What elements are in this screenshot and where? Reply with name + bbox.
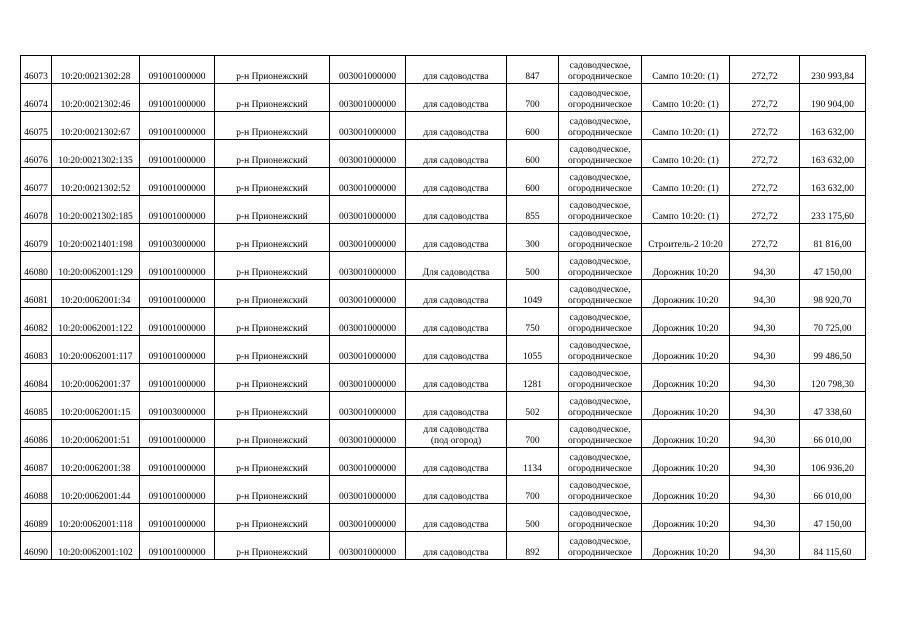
use-category-line: огородническое — [567, 380, 633, 390]
permitted-use-line: для садоводства — [423, 380, 489, 390]
record-number-cell: 46089 — [21, 504, 52, 532]
district-cell: р-н Прионежский — [215, 476, 330, 504]
use-category-line: огородническое — [567, 296, 633, 306]
use-category-line: огородническое — [567, 464, 633, 474]
permitted-use-line: для садоводства — [423, 240, 489, 250]
cadastral-zone-cell: Дорожник 10:20 — [642, 504, 730, 532]
specific-value-cell: 94,30 — [730, 532, 800, 560]
table-row — [21, 280, 866, 308]
use-category-line: садоводческое, — [569, 61, 631, 71]
table-row — [21, 364, 866, 392]
district-cell: р-н Прионежский — [215, 364, 330, 392]
cadastral-value-cell: 70 725,00 — [800, 308, 866, 336]
permitted-use-cell — [406, 448, 507, 476]
use-category-line: садоводческое, — [569, 173, 631, 183]
cadastral-value-cell: 66 010,00 — [800, 476, 866, 504]
specific-value-cell: 94,30 — [730, 252, 800, 280]
use-category-line: садоводческое, — [569, 537, 631, 547]
record-number-cell: 46088 — [21, 476, 52, 504]
okato-code-cell: 091001000000 — [140, 504, 215, 532]
use-category-line: садоводческое, — [569, 117, 631, 127]
table-row — [21, 84, 866, 112]
use-category-cell — [559, 224, 642, 252]
permitted-use-line: для садоводства — [423, 100, 489, 110]
use-category-cell — [559, 420, 642, 448]
permitted-use-line: (под огород) — [430, 436, 482, 446]
permitted-use-line: Для садоводства — [422, 268, 490, 278]
cadastral-zone-cell: Дорожник 10:20 — [642, 392, 730, 420]
cadastral-value-cell: 47 150,00 — [800, 504, 866, 532]
cadastral-zone-cell: Сампо 10:20: (1) — [642, 196, 730, 224]
permitted-use-cell — [406, 56, 507, 84]
use-category-cell — [559, 196, 642, 224]
table-row — [21, 532, 866, 560]
cadastral-value-cell: 98 920,70 — [800, 280, 866, 308]
table-row — [21, 392, 866, 420]
cadastral-value-cell: 120 798,30 — [800, 364, 866, 392]
cadastral-number-cell: 10:20:0062001:15 — [52, 392, 140, 420]
okato-code-cell: 091001000000 — [140, 56, 215, 84]
use-category-line: садоводческое, — [569, 481, 631, 491]
record-number-cell: 46085 — [21, 392, 52, 420]
area-cell: 300 — [507, 224, 559, 252]
area-cell: 1049 — [507, 280, 559, 308]
cadastral-value-cell: 66 010,00 — [800, 420, 866, 448]
area-cell: 500 — [507, 252, 559, 280]
table-body — [21, 56, 866, 560]
okato-code-cell: 091001000000 — [140, 252, 215, 280]
record-number-cell: 46084 — [21, 364, 52, 392]
use-category-cell — [559, 56, 642, 84]
area-cell: 502 — [507, 392, 559, 420]
okato-code-cell: 091001000000 — [140, 308, 215, 336]
use-category-line: огородническое — [567, 72, 633, 82]
okato-code-cell: 091001000000 — [140, 84, 215, 112]
classifier-code-cell: 003001000000 — [330, 56, 406, 84]
specific-value-cell: 272,72 — [730, 84, 800, 112]
district-cell: р-н Прионежский — [215, 448, 330, 476]
district-cell: р-н Прионежский — [215, 252, 330, 280]
land-plots-table — [20, 55, 866, 560]
cadastral-value-cell: 190 904,00 — [800, 84, 866, 112]
area-cell: 847 — [507, 56, 559, 84]
use-category-line: огородническое — [567, 492, 633, 502]
use-category-line: огородническое — [567, 408, 633, 418]
use-category-cell — [559, 140, 642, 168]
district-cell: р-н Прионежский — [215, 336, 330, 364]
use-category-line: огородническое — [567, 436, 633, 446]
district-cell: р-н Прионежский — [215, 196, 330, 224]
district-cell: р-н Прионежский — [215, 112, 330, 140]
cadastral-number-cell: 10:20:0062001:37 — [52, 364, 140, 392]
cadastral-number-cell: 10:20:0021302:185 — [52, 196, 140, 224]
okato-code-cell: 091001000000 — [140, 168, 215, 196]
cadastral-number-cell: 10:20:0021302:46 — [52, 84, 140, 112]
permitted-use-cell — [406, 420, 507, 448]
area-cell: 750 — [507, 308, 559, 336]
classifier-code-cell: 003001000000 — [330, 476, 406, 504]
district-cell: р-н Прионежский — [215, 280, 330, 308]
use-category-line: огородническое — [567, 268, 633, 278]
record-number-cell: 46075 — [21, 112, 52, 140]
use-category-cell — [559, 532, 642, 560]
classifier-code-cell: 003001000000 — [330, 196, 406, 224]
use-category-line: садоводческое, — [569, 89, 631, 99]
okato-code-cell: 091001000000 — [140, 532, 215, 560]
cadastral-zone-cell: Сампо 10:20: (1) — [642, 56, 730, 84]
permitted-use-line: для садоводства — [423, 324, 489, 334]
permitted-use-line: для садоводства — [423, 156, 489, 166]
permitted-use-cell — [406, 140, 507, 168]
cadastral-number-cell: 10:20:0062001:51 — [52, 420, 140, 448]
use-category-cell — [559, 504, 642, 532]
classifier-code-cell: 003001000000 — [330, 224, 406, 252]
use-category-line: огородническое — [567, 156, 633, 166]
okato-code-cell: 091001000000 — [140, 364, 215, 392]
cadastral-zone-cell: Сампо 10:20: (1) — [642, 84, 730, 112]
use-category-line: садоводческое, — [569, 453, 631, 463]
okato-code-cell: 091001000000 — [140, 476, 215, 504]
permitted-use-cell — [406, 504, 507, 532]
record-number-cell: 46074 — [21, 84, 52, 112]
permitted-use-cell — [406, 364, 507, 392]
use-category-line: садоводческое, — [569, 509, 631, 519]
area-cell: 500 — [507, 504, 559, 532]
area-cell: 1055 — [507, 336, 559, 364]
classifier-code-cell: 003001000000 — [330, 420, 406, 448]
okato-code-cell: 091001000000 — [140, 140, 215, 168]
use-category-line: огородническое — [567, 212, 633, 222]
permitted-use-cell — [406, 196, 507, 224]
record-number-cell: 46086 — [21, 420, 52, 448]
table-row — [21, 504, 866, 532]
specific-value-cell: 94,30 — [730, 504, 800, 532]
cadastral-zone-cell: Дорожник 10:20 — [642, 532, 730, 560]
classifier-code-cell: 003001000000 — [330, 112, 406, 140]
record-number-cell: 46087 — [21, 448, 52, 476]
use-category-line: огородническое — [567, 520, 633, 530]
record-number-cell: 46081 — [21, 280, 52, 308]
record-number-cell: 46078 — [21, 196, 52, 224]
area-cell: 700 — [507, 420, 559, 448]
table-row — [21, 168, 866, 196]
cadastral-zone-cell: Дорожник 10:20 — [642, 336, 730, 364]
area-cell: 600 — [507, 168, 559, 196]
classifier-code-cell: 003001000000 — [330, 336, 406, 364]
cadastral-value-cell: 233 175,60 — [800, 196, 866, 224]
use-category-line: огородническое — [567, 240, 633, 250]
cadastral-number-cell: 10:20:0021302:135 — [52, 140, 140, 168]
use-category-line: огородническое — [567, 324, 633, 334]
district-cell: р-н Прионежский — [215, 504, 330, 532]
permitted-use-cell — [406, 308, 507, 336]
record-number-cell: 46083 — [21, 336, 52, 364]
district-cell: р-н Прионежский — [215, 140, 330, 168]
use-category-cell — [559, 392, 642, 420]
district-cell: р-н Прионежский — [215, 308, 330, 336]
okato-code-cell: 091001000000 — [140, 112, 215, 140]
specific-value-cell: 272,72 — [730, 168, 800, 196]
district-cell: р-н Прионежский — [215, 224, 330, 252]
use-category-line: огородническое — [567, 184, 633, 194]
okato-code-cell: 091001000000 — [140, 420, 215, 448]
permitted-use-line: для садоводства — [423, 128, 489, 138]
specific-value-cell: 272,72 — [730, 140, 800, 168]
use-category-cell — [559, 112, 642, 140]
table-row — [21, 224, 866, 252]
district-cell: р-н Прионежский — [215, 420, 330, 448]
permitted-use-line: для садоводства — [423, 184, 489, 194]
cadastral-number-cell: 10:20:0062001:122 — [52, 308, 140, 336]
cadastral-number-cell: 10:20:0062001:34 — [52, 280, 140, 308]
area-cell: 855 — [507, 196, 559, 224]
use-category-line: садоводческое, — [569, 397, 631, 407]
use-category-line: садоводческое, — [569, 369, 631, 379]
permitted-use-cell — [406, 476, 507, 504]
use-category-cell — [559, 336, 642, 364]
record-number-cell: 46090 — [21, 532, 52, 560]
okato-code-cell: 091001000000 — [140, 280, 215, 308]
specific-value-cell: 94,30 — [730, 364, 800, 392]
cadastral-value-cell: 47 150,00 — [800, 252, 866, 280]
area-cell: 1281 — [507, 364, 559, 392]
cadastral-value-cell: 163 632,00 — [800, 112, 866, 140]
cadastral-number-cell: 10:20:0021302:52 — [52, 168, 140, 196]
permitted-use-cell — [406, 168, 507, 196]
permitted-use-line: для садоводства — [423, 352, 489, 362]
area-cell: 600 — [507, 140, 559, 168]
use-category-cell — [559, 448, 642, 476]
cadastral-zone-cell: Дорожник 10:20 — [642, 364, 730, 392]
permitted-use-cell — [406, 112, 507, 140]
use-category-cell — [559, 168, 642, 196]
cadastral-value-cell: 163 632,00 — [800, 140, 866, 168]
table-row — [21, 336, 866, 364]
record-number-cell: 46082 — [21, 308, 52, 336]
cadastral-value-cell: 47 338,60 — [800, 392, 866, 420]
specific-value-cell: 272,72 — [730, 196, 800, 224]
cadastral-zone-cell: Дорожник 10:20 — [642, 448, 730, 476]
record-number-cell: 46076 — [21, 140, 52, 168]
classifier-code-cell: 003001000000 — [330, 84, 406, 112]
permitted-use-line: для садоводства — [423, 520, 489, 530]
area-cell: 700 — [507, 476, 559, 504]
classifier-code-cell: 003001000000 — [330, 364, 406, 392]
use-category-line: садоводческое, — [569, 145, 631, 155]
permitted-use-line: для садоводства — [423, 425, 489, 435]
table-row — [21, 196, 866, 224]
use-category-cell — [559, 364, 642, 392]
specific-value-cell: 272,72 — [730, 224, 800, 252]
permitted-use-cell — [406, 224, 507, 252]
okato-code-cell: 091003000000 — [140, 224, 215, 252]
use-category-line: садоводческое, — [569, 201, 631, 211]
classifier-code-cell: 003001000000 — [330, 252, 406, 280]
use-category-line: садоводческое, — [569, 257, 631, 267]
use-category-cell — [559, 280, 642, 308]
specific-value-cell: 272,72 — [730, 112, 800, 140]
use-category-cell — [559, 476, 642, 504]
cadastral-number-cell: 10:20:0021302:28 — [52, 56, 140, 84]
specific-value-cell: 272,72 — [730, 56, 800, 84]
district-cell: р-н Прионежский — [215, 532, 330, 560]
classifier-code-cell: 003001000000 — [330, 280, 406, 308]
cadastral-value-cell: 84 115,60 — [800, 532, 866, 560]
specific-value-cell: 94,30 — [730, 420, 800, 448]
cadastral-number-cell: 10:20:0062001:44 — [52, 476, 140, 504]
cadastral-number-cell: 10:20:0062001:118 — [52, 504, 140, 532]
record-number-cell: 46080 — [21, 252, 52, 280]
use-category-cell — [559, 84, 642, 112]
district-cell: р-н Прионежский — [215, 84, 330, 112]
cadastral-zone-cell: Дорожник 10:20 — [642, 308, 730, 336]
okato-code-cell: 091001000000 — [140, 336, 215, 364]
classifier-code-cell: 003001000000 — [330, 308, 406, 336]
area-cell: 600 — [507, 112, 559, 140]
specific-value-cell: 94,30 — [730, 336, 800, 364]
permitted-use-line: для садоводства — [423, 464, 489, 474]
cadastral-zone-cell: Сампо 10:20: (1) — [642, 140, 730, 168]
use-category-line: садоводческое, — [569, 229, 631, 239]
cadastral-number-cell: 10:20:0062001:38 — [52, 448, 140, 476]
use-category-line: садоводческое, — [569, 285, 631, 295]
cadastral-zone-cell: Дорожник 10:20 — [642, 420, 730, 448]
specific-value-cell: 94,30 — [730, 392, 800, 420]
table-row — [21, 252, 866, 280]
cadastral-zone-cell: Сампо 10:20: (1) — [642, 112, 730, 140]
cadastral-zone-cell: Сампо 10:20: (1) — [642, 168, 730, 196]
permitted-use-line: для садоводства — [423, 72, 489, 82]
use-category-line: садоводческое, — [569, 341, 631, 351]
specific-value-cell: 94,30 — [730, 448, 800, 476]
permitted-use-cell — [406, 392, 507, 420]
cadastral-number-cell: 10:20:0021302:67 — [52, 112, 140, 140]
cadastral-value-cell: 106 936,20 — [800, 448, 866, 476]
use-category-line: огородническое — [567, 128, 633, 138]
permitted-use-line: для садоводства — [423, 212, 489, 222]
area-cell: 1134 — [507, 448, 559, 476]
table-row — [21, 140, 866, 168]
classifier-code-cell: 003001000000 — [330, 448, 406, 476]
use-category-line: огородническое — [567, 100, 633, 110]
cadastral-value-cell: 163 632,00 — [800, 168, 866, 196]
cadastral-number-cell: 10:20:0062001:129 — [52, 252, 140, 280]
table-row — [21, 420, 866, 448]
cadastral-number-cell: 10:20:0062001:102 — [52, 532, 140, 560]
area-cell: 700 — [507, 84, 559, 112]
record-number-cell: 46073 — [21, 56, 52, 84]
permitted-use-cell — [406, 532, 507, 560]
cadastral-value-cell: 81 816,00 — [800, 224, 866, 252]
classifier-code-cell: 003001000000 — [330, 168, 406, 196]
permitted-use-line: для садоводства — [423, 296, 489, 306]
cadastral-value-cell: 99 486,50 — [800, 336, 866, 364]
classifier-code-cell: 003001000000 — [330, 140, 406, 168]
cadastral-zone-cell: Строитель-2 10:20 — [642, 224, 730, 252]
permitted-use-cell — [406, 280, 507, 308]
cadastral-zone-cell: Дорожник 10:20 — [642, 252, 730, 280]
specific-value-cell: 94,30 — [730, 476, 800, 504]
district-cell: р-н Прионежский — [215, 392, 330, 420]
permitted-use-cell — [406, 84, 507, 112]
okato-code-cell: 091003000000 — [140, 392, 215, 420]
classifier-code-cell: 003001000000 — [330, 532, 406, 560]
use-category-line: огородническое — [567, 352, 633, 362]
okato-code-cell: 091001000000 — [140, 196, 215, 224]
cadastral-zone-cell: Дорожник 10:20 — [642, 476, 730, 504]
record-number-cell: 46079 — [21, 224, 52, 252]
table-row — [21, 476, 866, 504]
cadastral-number-cell: 10:20:0062001:117 — [52, 336, 140, 364]
table-row — [21, 308, 866, 336]
permitted-use-cell — [406, 336, 507, 364]
use-category-line: садоводческое, — [569, 313, 631, 323]
classifier-code-cell: 003001000000 — [330, 392, 406, 420]
record-number-cell: 46077 — [21, 168, 52, 196]
table-row — [21, 448, 866, 476]
use-category-line: огородническое — [567, 548, 633, 558]
permitted-use-cell — [406, 252, 507, 280]
permitted-use-line: для садоводства — [423, 548, 489, 558]
classifier-code-cell: 003001000000 — [330, 504, 406, 532]
table-row — [21, 56, 866, 84]
area-cell: 892 — [507, 532, 559, 560]
use-category-line: садоводческое, — [569, 425, 631, 435]
specific-value-cell: 94,30 — [730, 280, 800, 308]
district-cell: р-н Прионежский — [215, 168, 330, 196]
use-category-cell — [559, 252, 642, 280]
table-row — [21, 112, 866, 140]
district-cell: р-н Прионежский — [215, 56, 330, 84]
cadastral-zone-cell: Дорожник 10:20 — [642, 280, 730, 308]
okato-code-cell: 091001000000 — [140, 448, 215, 476]
permitted-use-line: для садоводства — [423, 492, 489, 502]
permitted-use-line: для садоводства — [423, 408, 489, 418]
specific-value-cell: 94,30 — [730, 308, 800, 336]
use-category-cell — [559, 308, 642, 336]
cadastral-value-cell: 230 993,84 — [800, 56, 866, 84]
cadastral-number-cell: 10:20:0021401:198 — [52, 224, 140, 252]
